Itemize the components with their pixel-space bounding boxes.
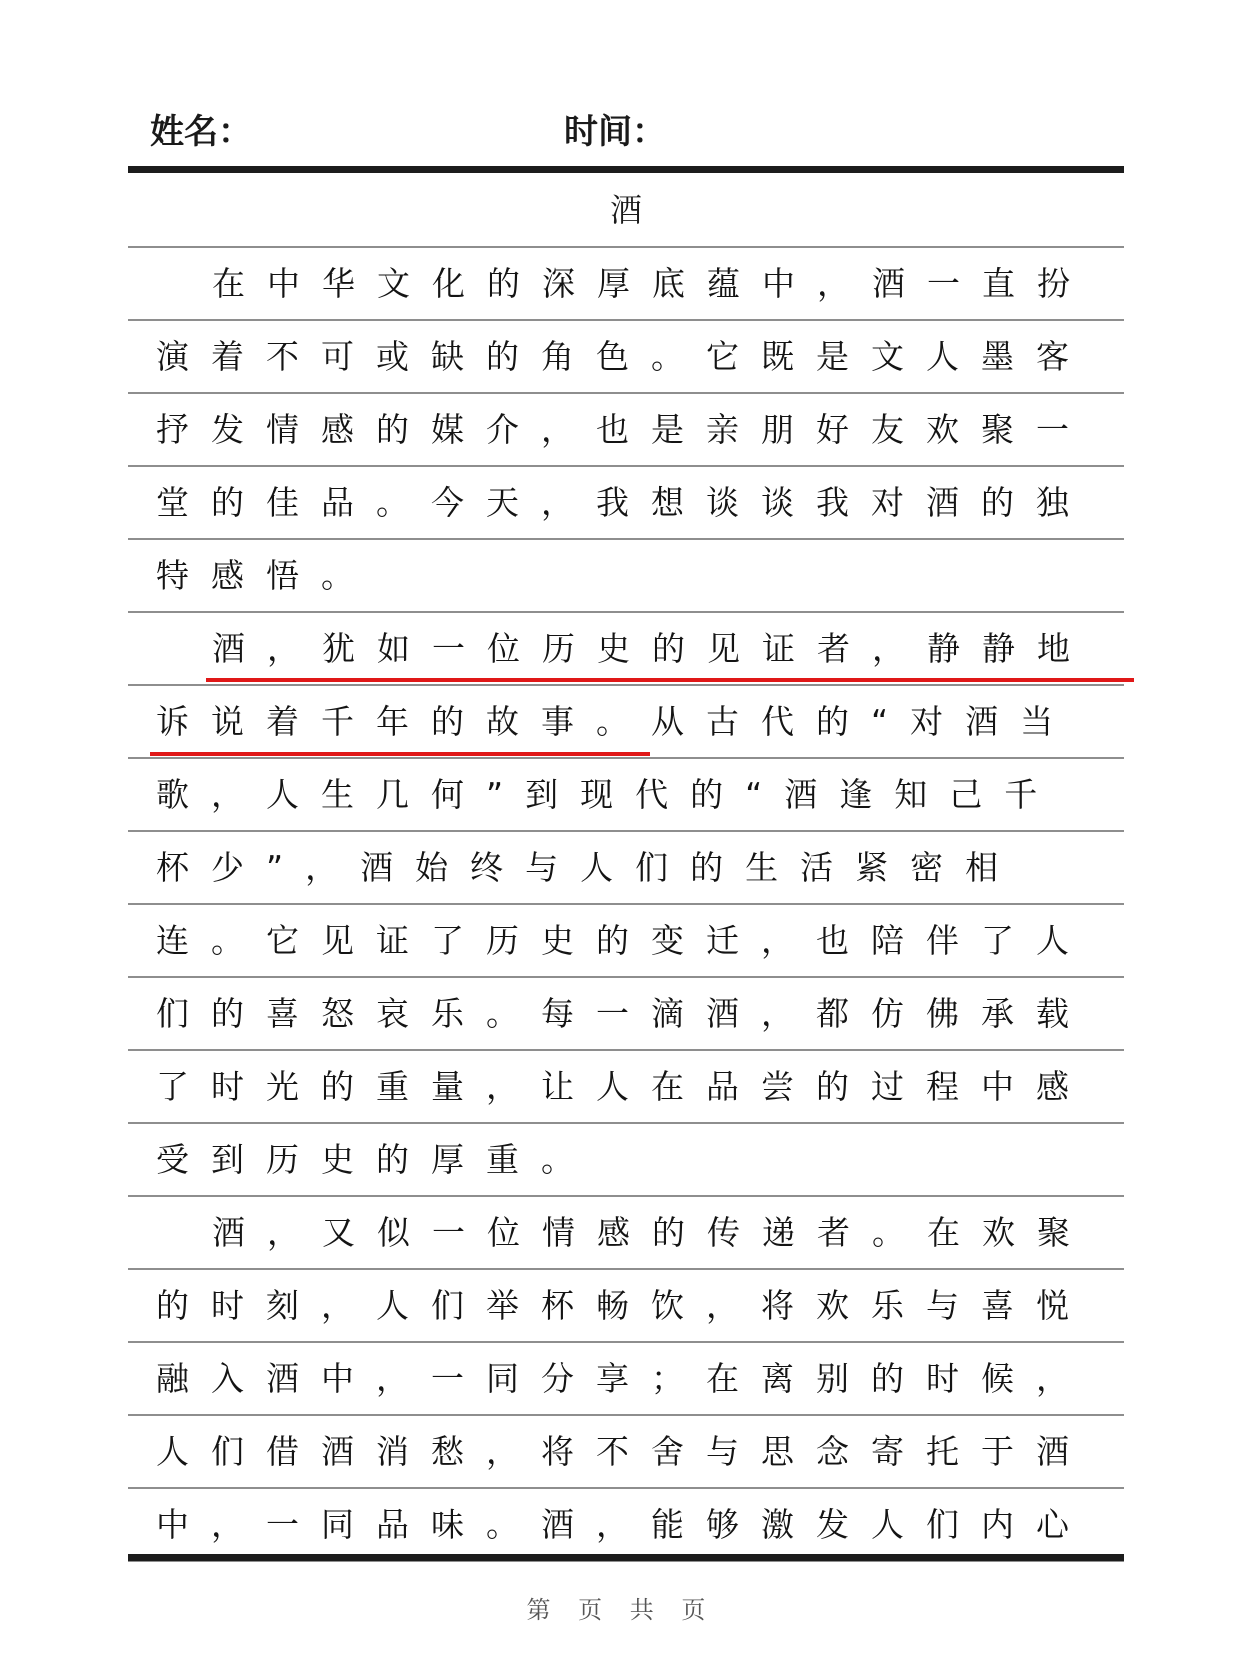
bottom-rule bbox=[128, 1554, 1124, 1561]
name-label: 姓名： bbox=[150, 112, 252, 152]
essay-line-text: 们的喜怒哀乐。每一滴酒，都仿佛承载 bbox=[156, 994, 1091, 1033]
lined-writing-sheet bbox=[128, 174, 1124, 1562]
essay-line-text: 抒发情感的媒介，也是亲朋好友欢聚一 bbox=[156, 410, 1091, 449]
essay-line bbox=[128, 978, 1124, 1051]
essay-line-text: 酒，又似一位情感的传递者。在欢聚 bbox=[212, 1213, 1092, 1252]
essay-line bbox=[128, 686, 1124, 759]
essay-line bbox=[128, 394, 1124, 467]
essay-title: 酒 bbox=[128, 174, 1124, 248]
essay-line bbox=[128, 613, 1124, 686]
essay-line bbox=[128, 1489, 1124, 1562]
essay-line bbox=[128, 832, 1124, 905]
essay-line bbox=[128, 321, 1124, 394]
essay-line bbox=[128, 1343, 1124, 1416]
time-label: 时间： bbox=[564, 112, 666, 152]
essay-lines bbox=[128, 248, 1124, 1562]
essay-line-text: 融入酒中，一同分享；在离别的时候， bbox=[156, 1359, 1091, 1398]
red-underline-1 bbox=[206, 678, 1134, 682]
essay-line-text: 酒，犹如一位历史的见证者，静静地 bbox=[212, 629, 1092, 668]
top-rule bbox=[128, 166, 1124, 173]
essay-line-text: 受到历史的厚重。 bbox=[156, 1140, 596, 1179]
essay-line-text: 歌，人生几何”到现代的“酒逢知己千 bbox=[156, 775, 1060, 814]
essay-line bbox=[128, 759, 1124, 832]
essay-line-text: 特感悟。 bbox=[156, 556, 376, 595]
essay-line-text: 诉说着千年的故事。从古代的“对酒当 bbox=[156, 702, 1076, 741]
essay-line-text: 了时光的重量，让人在品尝的过程中感 bbox=[156, 1067, 1091, 1106]
essay-line-text: 堂的佳品。今天，我想谈谈我对酒的独 bbox=[156, 483, 1091, 522]
essay-line bbox=[128, 905, 1124, 978]
essay-line-text: 中，一同品味。酒，能够激发人们内心 bbox=[156, 1505, 1091, 1544]
essay-line bbox=[128, 1270, 1124, 1343]
essay-line-text: 演着不可或缺的角色。它既是文人墨客 bbox=[156, 337, 1091, 376]
essay-line-text: 的时刻，人们举杯畅饮，将欢乐与喜悦 bbox=[156, 1286, 1091, 1325]
essay-line-text: 杯少”，酒始终与人们的生活紧密相 bbox=[156, 848, 1021, 887]
red-underline-2 bbox=[150, 752, 650, 756]
header bbox=[150, 108, 1130, 164]
essay-line-text: 连。它见证了历史的变迁，也陪伴了人 bbox=[156, 921, 1091, 960]
essay-line-text: 人们借酒消愁，将不舍与思念寄托于酒 bbox=[156, 1432, 1091, 1471]
essay-line bbox=[128, 1051, 1124, 1124]
essay-line-text: 在中华文化的深厚底蕴中，酒一直扮 bbox=[212, 264, 1092, 303]
essay-line bbox=[128, 467, 1124, 540]
essay-line bbox=[128, 1416, 1124, 1489]
essay-line bbox=[128, 248, 1124, 321]
essay-line bbox=[128, 540, 1124, 613]
page-footer: 第 页 共 页 bbox=[526, 1596, 716, 1624]
essay-line bbox=[128, 1124, 1124, 1197]
essay-line bbox=[128, 1197, 1124, 1270]
